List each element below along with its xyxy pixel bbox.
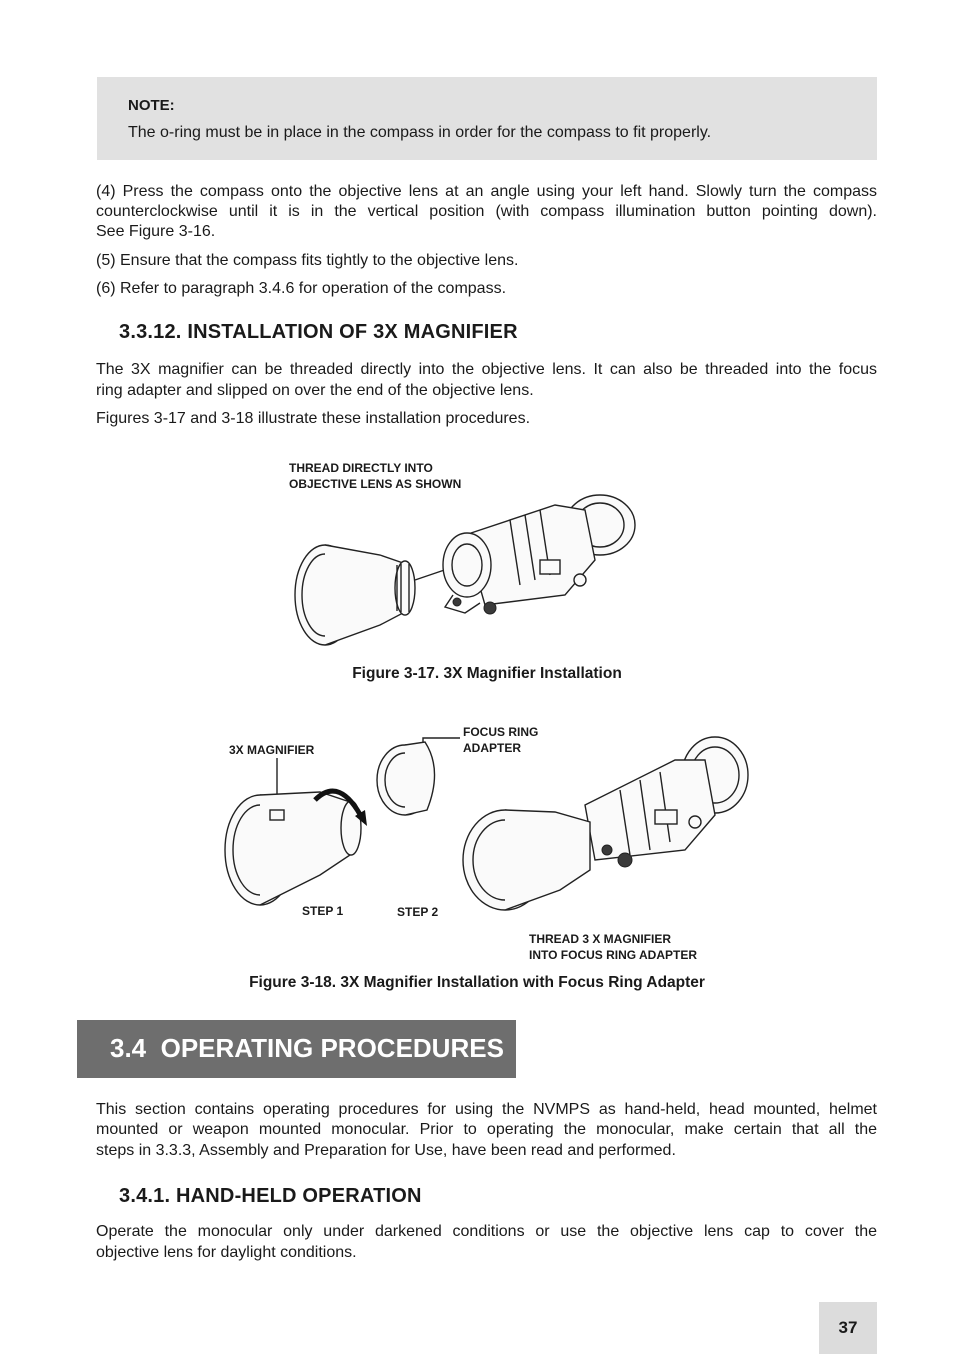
note-box — [97, 77, 877, 160]
section-34-para-line-3: steps in 3.3.3, Assembly and Preparation for Use, have been read and performed. — [96, 1142, 676, 1159]
section-341-para-line-2: objective lens for daylight conditions. — [96, 1244, 357, 1261]
thread-label-line-1: THREAD 3 X MAGNIFIER — [529, 932, 672, 946]
figure-3-18-illustration — [215, 730, 755, 930]
section-3312-para-line-1: The 3X magnifier can be threaded directly into the objective lens. It can also be threaded into the focus — [96, 361, 877, 378]
step-4-line-3: See Figure 3-16. — [96, 223, 216, 240]
label-step-1: STEP 1 — [302, 904, 344, 918]
label-3x-magnifier: 3X MAGNIFIER — [229, 743, 315, 757]
label-thread-magnifier — [529, 931, 697, 963]
label-step-2: STEP 2 — [397, 905, 439, 919]
section-34-para-line-2: mounted or weapon mounted monocular. Prior to operating the monocular, make certain that all the — [96, 1121, 877, 1138]
magnifier-drawing — [295, 545, 415, 645]
figure-3-18-caption: Figure 3-18. 3X Magnifier Installation with Focus Ring Adapter — [249, 974, 705, 991]
step-5: (5) Ensure that the compass fits tightly to the objective lens. — [96, 252, 519, 269]
section-title: 3.4 OPERATING PROCEDURES — [110, 1033, 504, 1063]
focus-label-line-1: FOCUS RING — [463, 725, 539, 739]
heading-3-3-12: 3.3.12. INSTALLATION OF 3X MAGNIFIER — [119, 321, 518, 343]
callout-line-2: OBJECTIVE LENS AS SHOWN — [289, 477, 462, 491]
section-3312-para-2: Figures 3-17 and 3-18 illustrate these installation procedures. — [96, 410, 531, 427]
step-4-line-1: (4) Press the compass onto the objective lens at an angle using your left hand. Slowly turn the compass — [96, 183, 877, 200]
monocular-drawing — [443, 495, 635, 614]
step-4-line-2: counterclockwise until it is in the vertical position (with compass illumination button pointing down). — [96, 203, 877, 220]
step-6: (6) Refer to paragraph 3.4.6 for operation of the compass. — [96, 280, 507, 297]
focus-label-line-2: ADAPTER — [463, 741, 522, 755]
figure-3-17-caption: Figure 3-17. 3X Magnifier Installation — [352, 665, 622, 682]
step-1-magnifier-drawing — [225, 792, 361, 905]
section-34-para-line-1: This section contains operating procedures for using the NVMPS as hand-held, head mounted, helmet — [96, 1101, 877, 1118]
callout-line-1: THREAD DIRECTLY INTO — [289, 461, 433, 475]
note-title: NOTE: — [128, 97, 175, 114]
page-number: 37 — [819, 1302, 877, 1354]
section-341-para-line-1: Operate the monocular only under darkened conditions or use the objective lens cap to cover the — [96, 1223, 877, 1240]
note-text: The o-ring must be in place in the compass in order for the compass to fit properly. — [128, 124, 712, 141]
thread-label-line-2: INTO FOCUS RING ADAPTER — [529, 948, 698, 962]
section-3312-para-line-2: ring adapter and slipped on over the end of the objective lens. — [96, 382, 534, 399]
figure-3-17-illustration — [285, 485, 645, 655]
heading-3-4-1: 3.4.1. HAND-HELD OPERATION — [119, 1185, 422, 1207]
step-2-adapter-drawing — [377, 742, 435, 815]
assembled-monocular-drawing — [463, 737, 748, 910]
section-title-bar — [77, 1020, 516, 1078]
